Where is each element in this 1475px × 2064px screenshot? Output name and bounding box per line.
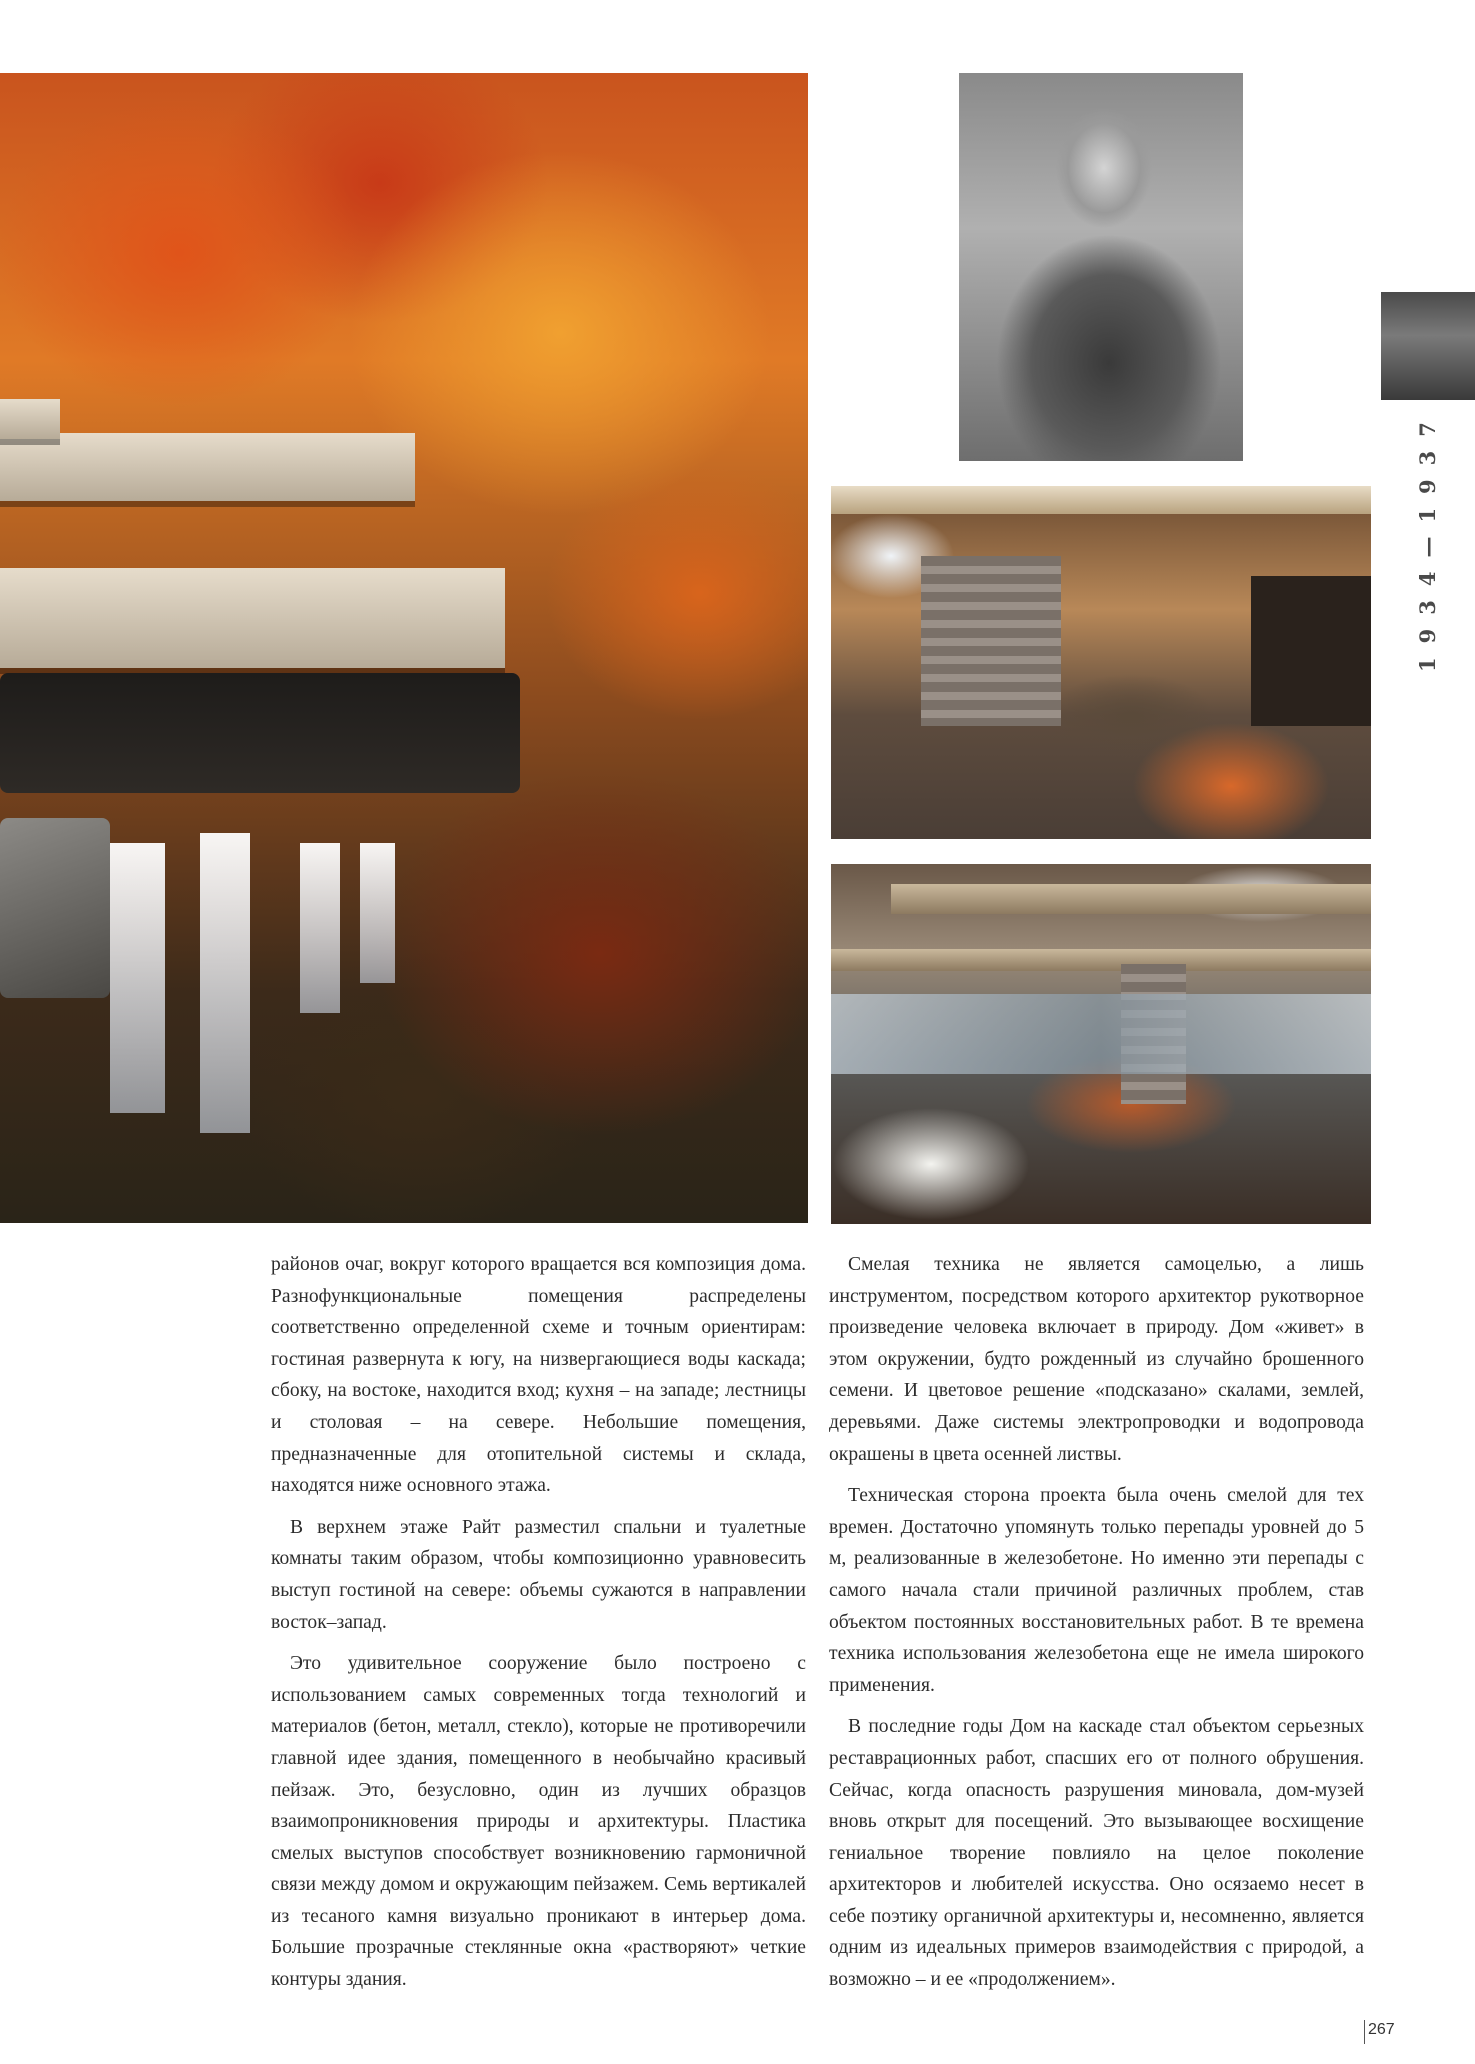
paragraph: В последние годы Дом на каскаде стал объектом серьезных реставрационных работ, спасших его от полного обрушения. Сейчас, когда опасность разрушения миновала, дом-музей вновь открыт для посещений. Это вызывающее восхищение гениальное творение повлияло на целое поколение архитекторов и любителей искусства. Оно осязаемо несет в себе поэтику органичной архитектуры и, несомненно, является одним из идеальных примеров взаимодействия с природой, а возможно – и ее «продолжением». xyxy=(829,1716,1364,1991)
ceiling-beam xyxy=(831,486,1371,514)
text-column-left xyxy=(271,1249,806,1996)
photo-fallingwater-autumn xyxy=(0,73,808,1223)
side-thumbnail xyxy=(1381,292,1475,400)
ceiling-beam-1 xyxy=(891,884,1371,914)
stone-fireplace xyxy=(921,556,1061,726)
waterfall-4 xyxy=(360,843,395,983)
cantilever-terrace-lower xyxy=(0,568,505,668)
window-band xyxy=(831,994,1371,1074)
photo-living-room-fireplace xyxy=(831,486,1371,839)
stone-base xyxy=(0,673,520,793)
ceiling-beam-2 xyxy=(831,949,1371,971)
paragraph: Это удивительное сооружение было построено с использованием самых современных тогда технологий и материалов (бетон, металл, стекло), которые не противоречили главной идее здания, помещенного в необычайно красивый пейзаж. Это, безусловно, один из лучших образцов взаимопроникновения природы и архитектуры. Пластика смелых выступов способствует возникновению гармоничной связи между домом и окружающим пейзажем. Семь вертикалей из тесаного камня визуально проникают в интерьер дома. Большие прозрачные стеклянные окна «растворяют» четкие контуры здания. xyxy=(271,1653,806,1991)
waterfall-2 xyxy=(200,833,250,1133)
cantilever-terrace-top xyxy=(0,399,60,439)
text-column-right xyxy=(829,1249,1364,1996)
paragraph: В верхнем этаже Райт разместил спальни и туалетные комнаты таким образом, чтобы композиционно уравновесить выступ гостиной на севере: объемы сужаются в направлении восток–запад. xyxy=(271,1516,806,1633)
photo-architect-portrait xyxy=(959,73,1243,461)
side-years-label: 1934—1937 xyxy=(1415,408,1440,672)
dark-wall-panel xyxy=(1251,576,1371,726)
paragraph: Техническая сторона проекта была очень смелой для тех времен. Достаточно упомянуть только перепады уровней до 5 м, реализованные в железобетоне. Но именно эти перепады с самого начала стали причиной различных проблем, став объектом постоянных восстановительных работ. В те времена техника использования железобетона еще не имела широкого применения. xyxy=(829,1485,1364,1696)
paragraph: Смелая техника не является самоцелью, а лишь инструментом, посредством которого архитектор рукотворное произведение человека включает в природу. Дом «живет» в этом окружении, будто рожденный из случайно брошенного семени. И цветовое решение «подсказано» скалами, землей, деревьями. Даже системы электропроводки и водопровода окрашены в цвета осенней листвы. xyxy=(829,1254,1364,1465)
photo-living-room-windows xyxy=(831,864,1371,1224)
waterfall-1 xyxy=(110,843,165,1113)
page-number: 267 xyxy=(1364,2020,1395,2044)
paragraph: районов очаг, вокруг которого вращается вся композиция дома. Разнофункциональные помещения распределены соответственно определенной схеме и точным ориентирам: гостиная развернута к югу, на низвергающиеся воды каскада; сбоку, на востоке, находится вход; кухня – на западе; лестницы и столовая – на севере. Небольшие помещения, предназначенные для отопительной системы и склада, находятся ниже основного этажа. xyxy=(271,1254,806,1497)
waterfall-3 xyxy=(300,843,340,1013)
rock-ledge xyxy=(0,818,110,998)
cantilever-terrace-upper xyxy=(0,433,415,501)
